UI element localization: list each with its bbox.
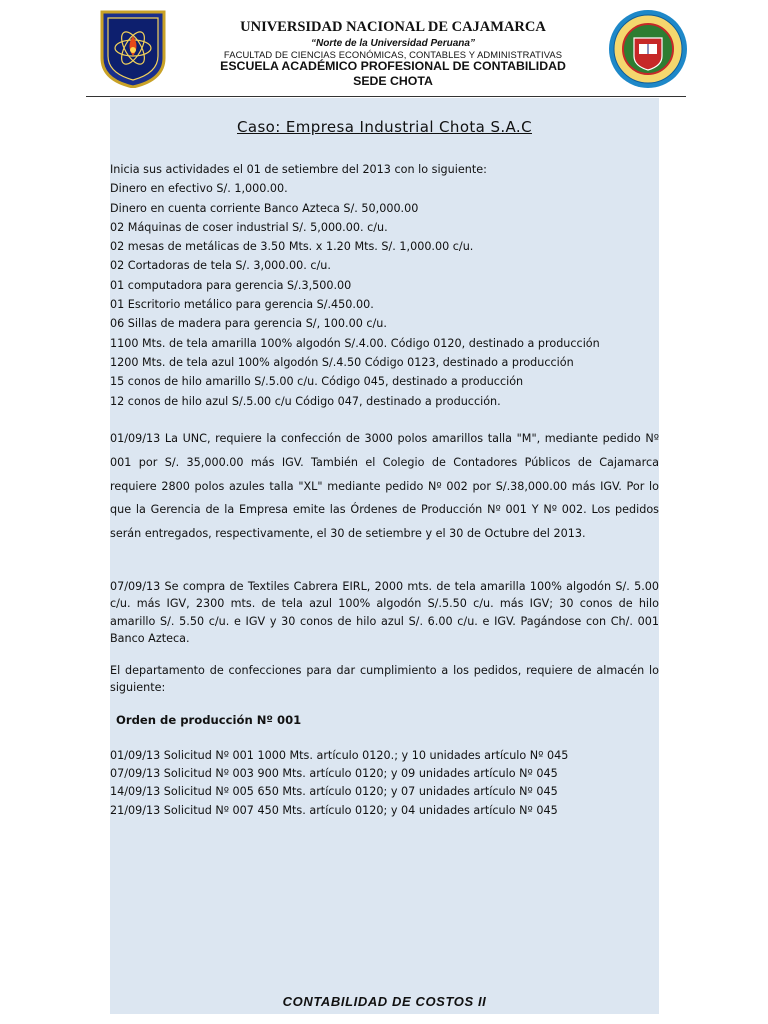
faculty-seal-logo: [608, 8, 688, 90]
list-item: 02 Máquinas de coser industrial S/. 5,000.00. c/u.: [110, 220, 388, 234]
list-item: Inicia sus actividades el 01 de setiembre del 2013 con lo siguiente:: [110, 163, 487, 176]
school-name: ESCUELA ACADÉMICO PROFESIONAL DE CONTABILIDAD: [220, 59, 566, 73]
campus-name: SEDE CHOTA: [353, 74, 433, 88]
list-item: 1200 Mts. de tela azul 100% algodón S/.4.50 Código 0123, destinado a producción: [110, 355, 574, 369]
list-item: 1100 Mts. de tela amarilla 100% algodón S/.4.00. Código 0120, destinado a producción: [110, 336, 600, 350]
list-item: 12 conos de hilo azul S/.5.00 c/u Código 047, destinado a producción.: [110, 394, 501, 408]
list-item: Dinero en cuenta corriente Banco Azteca S/. 50,000.00: [110, 201, 419, 215]
university-shield-logo: [100, 10, 166, 88]
list-item: 06 Sillas de madera para gerencia S/, 100.00 c/u.: [110, 317, 387, 331]
faculty-name: FACULTAD DE CIENCIAS ECONÓMICAS, CONTABLES Y ADMINISTRATIVAS: [223, 49, 563, 60]
purchase-paragraph: 07/09/13 Se compra de Textiles Cabrera EIRL, 2000 mts. de tela amarilla 100% algodón S/. 5.00 c/u. más IGV, 2300 mts. de tela azul 100% algodón S/.5.50 c/u. más IGV; 30 conos de hilo amarillo S/. 5.50 c/u. e IGV y 30 conos de hilo azul S/. 6.00 c/u. e IGV. Pagándose con Ch/. 001 Banco Azteca.: [110, 580, 659, 646]
list-item: 02 Cortadoras de tela S/. 3,000.00. c/u.: [110, 259, 331, 273]
university-motto: “Norte de la Universidad Peruana”: [311, 38, 475, 49]
requirements-paragraph: El departamento de confecciones para dar cumplimiento a los pedidos, requiere de almacén lo siguiente:: [110, 664, 659, 695]
list-item: 07/09/13 Solicitud Nº 003 900 Mts. artículo 0120; y 09 unidades artículo Nº 045: [110, 767, 558, 781]
requests-list: [110, 747, 659, 820]
production-order-heading: Orden de producción Nº 001: [116, 713, 302, 727]
list-item: 14/09/13 Solicitud Nº 005 650 Mts. artículo 0120; y 07 unidades artículo Nº 045: [110, 785, 558, 799]
page-footer: CONTABILIDAD DE COSTOS II: [282, 994, 487, 1009]
case-title: Caso: Empresa Industrial Chota S.A.C: [237, 118, 532, 136]
letterhead: [0, 0, 768, 100]
university-name: UNIVERSIDAD NACIONAL DE CAJAMARCA: [240, 19, 546, 35]
header-divider: [86, 96, 686, 97]
list-item: 02 mesas de metálicas de 3.50 Mts. x 1.20 Mts. S/. 1,000.00 c/u.: [110, 240, 474, 254]
list-item: 21/09/13 Solicitud Nº 007 450 Mts. artículo 0120; y 04 unidades artículo Nº 045: [110, 803, 558, 817]
order-paragraph: 01/09/13 La UNC, requiere la confección de 3000 polos amarillos talla "M", mediante pedido Nº 001 por S/. 35,000.00 más IGV. También el Colegio de Contadores Públicos de Cajamarca requiere 2800 polos azules talla "XL" mediante pedido Nº 002 por S/.38,000.00 más IGV. Por lo que la Gerencia de la Empresa emite las Órdenes de Producción Nº 001 Y Nº 002. Los pedidos serán entregados, respectivamente, el 30 de setiembre y el 30 de Octubre del 2013.: [110, 432, 659, 541]
initial-inventory-list: [110, 160, 659, 411]
list-item: 01/09/13 Solicitud Nº 001 1000 Mts. artículo 0120.; y 10 unidades artículo Nº 045: [110, 749, 569, 762]
list-item: 01 Escritorio metálico para gerencia S/.450.00.: [110, 298, 374, 312]
list-item: Dinero en efectivo S/. 1,000.00.: [110, 182, 288, 196]
list-item: 15 conos de hilo amarillo S/.5.00 c/u. Código 045, destinado a producción: [110, 375, 524, 389]
list-item: 01 computadora para gerencia S/.3,500.00: [110, 278, 352, 292]
header-text-box: [180, 18, 606, 96]
